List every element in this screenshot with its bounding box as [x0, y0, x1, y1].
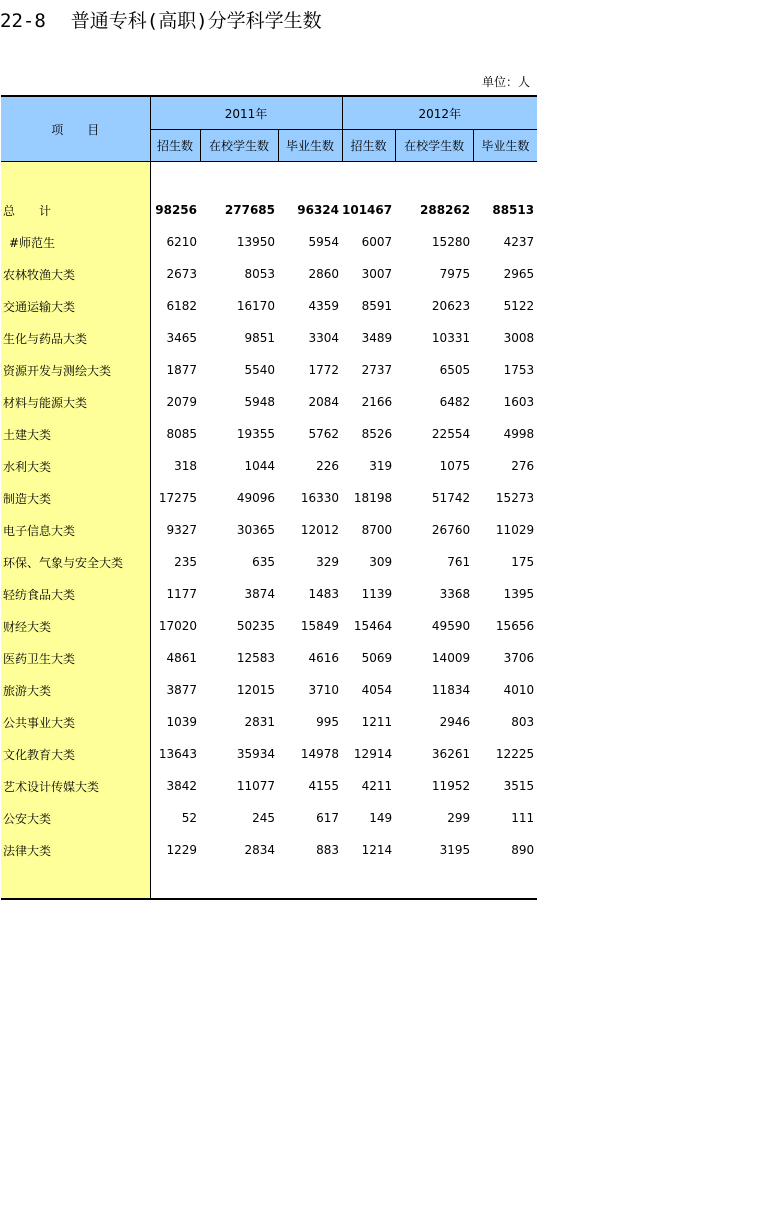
row-value: 761	[447, 555, 471, 569]
column-header: 招生数	[150, 130, 200, 162]
row-value: 2860	[308, 267, 339, 281]
row-value: 617	[316, 811, 339, 825]
row-value: 3195	[439, 843, 471, 857]
row-label: 农林牧渔大类	[1, 258, 150, 290]
row-label: 轻纺食品大类	[1, 578, 150, 610]
row-value: 96324	[297, 203, 339, 217]
row-value: 299	[447, 811, 471, 825]
row-value: 1214	[361, 843, 393, 857]
row-label: 交通运输大类	[1, 290, 150, 322]
row-value: 4155	[308, 779, 339, 793]
row-value: 15280	[431, 235, 471, 249]
row-label: #师范生	[1, 226, 150, 258]
row-value: 6482	[439, 395, 471, 409]
page-title	[0, 6, 322, 33]
row-value: 3304	[308, 331, 339, 345]
row-value: 4359	[308, 299, 339, 313]
row-value: 3007	[361, 267, 393, 281]
row-value: 1395	[503, 587, 535, 601]
table-row	[1, 706, 537, 738]
row-value: 2166	[361, 395, 393, 409]
row-value: 14009	[431, 651, 471, 665]
row-value: 11077	[236, 779, 275, 793]
row-value: 2079	[166, 395, 197, 409]
row-value: 7975	[439, 267, 471, 281]
row-value: 13950	[236, 235, 275, 249]
table-row	[1, 194, 537, 226]
table-row	[1, 546, 537, 578]
row-value: 26760	[431, 523, 471, 537]
row-value: 2084	[308, 395, 339, 409]
row-value: 17275	[158, 491, 197, 505]
row-value: 175	[511, 555, 535, 569]
row-value: 883	[316, 843, 339, 857]
table-row	[1, 674, 537, 706]
table-row	[1, 514, 537, 546]
row-value: 1772	[308, 363, 339, 377]
row-value: 635	[252, 555, 275, 569]
row-label: 公共事业大类	[1, 706, 150, 738]
row-value: 3008	[503, 331, 535, 345]
row-value: 11952	[431, 779, 471, 793]
table-row	[1, 578, 537, 610]
row-value: 3706	[503, 651, 535, 665]
row-value: 5954	[308, 235, 339, 249]
row-value: 3877	[166, 683, 197, 697]
row-value: 12225	[495, 747, 535, 761]
year-header-2012: 2012年	[342, 96, 537, 130]
row-value: 9327	[166, 523, 197, 537]
row-value: 1877	[166, 363, 197, 377]
row-value: 8085	[166, 427, 197, 441]
row-value: 30365	[236, 523, 275, 537]
row-value: 14978	[300, 747, 339, 761]
column-header: 在校学生数	[395, 130, 473, 162]
table-row	[1, 642, 537, 674]
row-value: 11029	[495, 523, 535, 537]
row-value: 22554	[431, 427, 471, 441]
table-row	[1, 802, 537, 834]
unit-label: 单位：人	[482, 75, 531, 89]
row-value: 4010	[503, 683, 535, 697]
row-label: 电子信息大类	[1, 514, 150, 546]
row-value: 5122	[503, 299, 535, 313]
row-value: 9851	[244, 331, 275, 345]
row-value: 8700	[361, 523, 393, 537]
row-value: 12914	[353, 747, 393, 761]
column-header: 毕业生数	[278, 130, 342, 162]
row-label: 生化与药品大类	[1, 322, 150, 354]
row-value: 1753	[503, 363, 535, 377]
table-number: 22-8	[0, 10, 46, 32]
row-value: 6210	[166, 235, 197, 249]
row-value: 235	[174, 555, 197, 569]
row-value: 10331	[431, 331, 471, 345]
row-value: 16330	[300, 491, 339, 505]
row-label: 文化教育大类	[1, 738, 150, 770]
row-label: 材料与能源大类	[1, 386, 150, 418]
table-row	[1, 290, 537, 322]
row-value: 52	[181, 811, 197, 825]
row-value: 5069	[361, 651, 393, 665]
row-value: 5540	[244, 363, 275, 377]
row-value: 1075	[439, 459, 471, 473]
row-label: 总 计	[1, 194, 150, 226]
row-label: 水利大类	[1, 450, 150, 482]
row-value: 3842	[166, 779, 197, 793]
column-header: 毕业生数	[473, 130, 537, 162]
row-label: 公安大类	[1, 802, 150, 834]
row-value: 6182	[166, 299, 197, 313]
row-value: 1603	[503, 395, 535, 409]
row-label: 土建大类	[1, 418, 150, 450]
table-row	[1, 482, 537, 514]
table-row	[1, 450, 537, 482]
row-value: 15273	[495, 491, 535, 505]
row-value: 4616	[308, 651, 339, 665]
row-value: 6505	[439, 363, 471, 377]
row-label: 医药卫生大类	[1, 642, 150, 674]
table-row	[1, 770, 537, 802]
row-value: 3515	[503, 779, 535, 793]
column-header: 在校学生数	[200, 130, 278, 162]
table-row	[1, 386, 537, 418]
row-value: 4237	[503, 235, 535, 249]
row-value: 11834	[431, 683, 471, 697]
row-value: 3710	[308, 683, 339, 697]
row-value: 2946	[439, 715, 471, 729]
row-value: 277685	[224, 203, 275, 217]
row-label: 资源开发与测绘大类	[1, 354, 150, 386]
row-value: 149	[369, 811, 393, 825]
row-label: 旅游大类	[1, 674, 150, 706]
row-value: 19355	[236, 427, 275, 441]
row-label: 财经大类	[1, 610, 150, 642]
row-value: 319	[369, 459, 393, 473]
row-value: 15656	[495, 619, 535, 633]
row-value: 2965	[503, 267, 535, 281]
row-value: 2834	[244, 843, 275, 857]
row-value: 20623	[431, 299, 471, 313]
year-header-2011: 2011年	[150, 96, 342, 130]
row-value: 1211	[361, 715, 393, 729]
row-value: 13643	[158, 747, 197, 761]
row-value: 111	[511, 811, 535, 825]
row-value: 890	[511, 843, 535, 857]
row-value: 49096	[236, 491, 275, 505]
row-label: 艺术设计传媒大类	[1, 770, 150, 802]
row-value: 4211	[361, 779, 393, 793]
row-value: 329	[316, 555, 339, 569]
row-value: 49590	[431, 619, 471, 633]
row-value: 1229	[166, 843, 197, 857]
row-value: 276	[511, 459, 535, 473]
row-value: 15849	[300, 619, 339, 633]
row-value: 101467	[342, 203, 393, 217]
row-value: 226	[316, 459, 339, 473]
row-value: 2673	[166, 267, 197, 281]
row-value: 4861	[166, 651, 197, 665]
row-value: 12015	[236, 683, 275, 697]
row-value: 995	[316, 715, 339, 729]
table-title: 普通专科(高职)分学科学生数	[70, 10, 322, 32]
row-value: 8526	[361, 427, 393, 441]
row-value: 5948	[244, 395, 275, 409]
row-value: 309	[369, 555, 393, 569]
row-value: 3465	[166, 331, 197, 345]
table-row	[1, 322, 537, 354]
table-row	[1, 418, 537, 450]
table-row	[1, 354, 537, 386]
row-value: 1039	[166, 715, 197, 729]
row-value: 98256	[155, 203, 197, 217]
row-label: 环保、气象与安全大类	[1, 546, 150, 578]
row-value: 245	[252, 811, 275, 825]
row-value: 3368	[439, 587, 471, 601]
row-value: 2737	[361, 363, 393, 377]
row-value: 1139	[361, 587, 393, 601]
row-value: 5762	[308, 427, 339, 441]
table-row	[1, 226, 537, 258]
row-value: 17020	[158, 619, 197, 633]
row-value: 3489	[361, 331, 393, 345]
row-value: 36261	[431, 747, 471, 761]
row-value: 1177	[166, 587, 197, 601]
row-value: 1044	[244, 459, 275, 473]
table-row	[1, 258, 537, 290]
column-header: 招生数	[342, 130, 395, 162]
row-value: 51742	[431, 491, 471, 505]
row-value: 1483	[308, 587, 339, 601]
table-row	[1, 610, 537, 642]
table-row	[1, 834, 537, 866]
row-value: 12583	[236, 651, 275, 665]
row-value: 803	[511, 715, 535, 729]
row-value: 8591	[361, 299, 393, 313]
row-value: 88513	[492, 203, 535, 217]
table-row	[1, 738, 537, 770]
row-value: 50235	[236, 619, 275, 633]
item-header: 项 目	[1, 96, 150, 162]
row-label: 制造大类	[1, 482, 150, 514]
row-value: 15464	[353, 619, 393, 633]
spacer-row	[1, 162, 537, 195]
row-value: 16170	[236, 299, 275, 313]
row-value: 4054	[361, 683, 393, 697]
row-value: 8053	[244, 267, 275, 281]
row-value: 2831	[244, 715, 275, 729]
row-value: 18198	[353, 491, 393, 505]
row-value: 6007	[361, 235, 393, 249]
row-value: 35934	[236, 747, 275, 761]
row-value: 288262	[420, 203, 471, 217]
row-value: 12012	[300, 523, 339, 537]
spacer-row	[1, 866, 537, 899]
student-stats-table	[1, 95, 537, 900]
row-label: 法律大类	[1, 834, 150, 866]
row-value: 4998	[503, 427, 535, 441]
row-value: 3874	[244, 587, 275, 601]
row-value: 318	[174, 459, 197, 473]
